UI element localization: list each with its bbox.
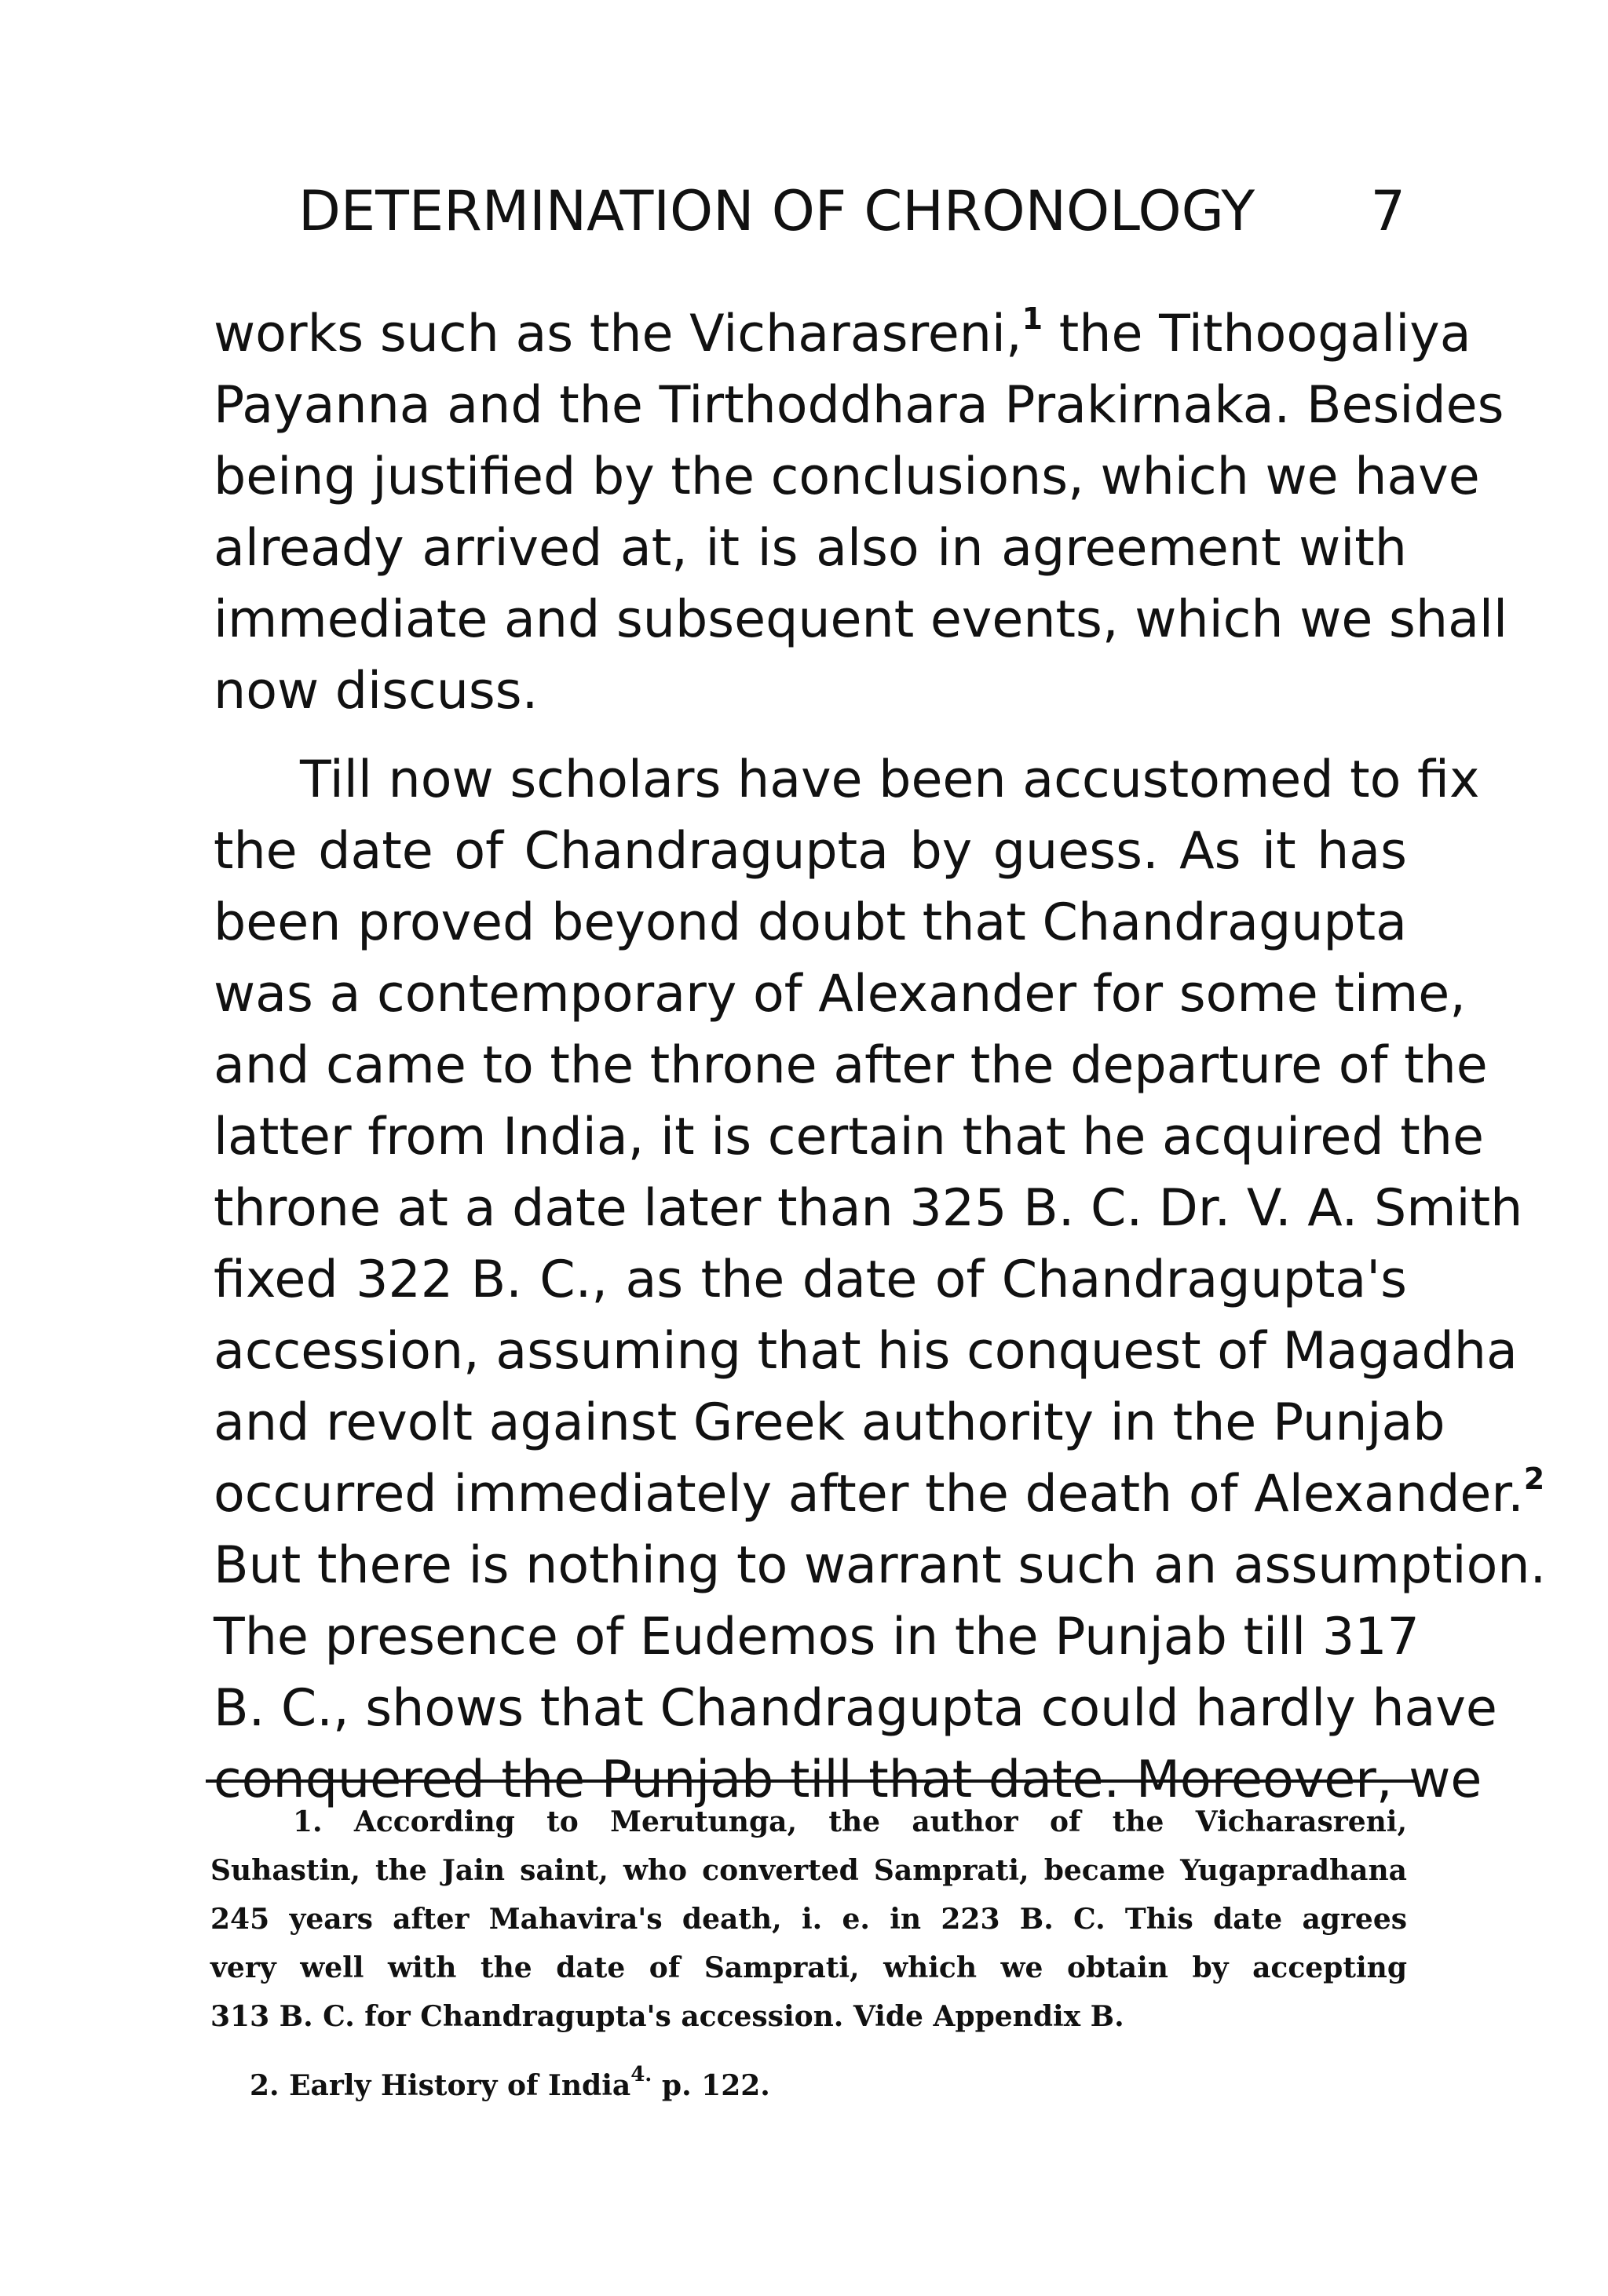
- text-line: been proved beyond doubt that Chandragupta: [214, 893, 1407, 952]
- footnote-1: [210, 1798, 1407, 2041]
- text-line: and came to the throne after the departure of the: [214, 1036, 1488, 1095]
- footnote-line: 313 B. C. for Chandragupta's accession. Vide Appendix B.: [210, 2000, 1124, 2033]
- text-line: Payanna and the Tirthoddhara Prakirnaka. Besides: [214, 376, 1504, 435]
- page-header: [298, 179, 1405, 250]
- text-line: works such as the Vicharasreni,$^1$ the Tithoogaliya: [214, 301, 1471, 363]
- text-line: the date of Chandragupta by guess. As it has: [214, 822, 1407, 881]
- footnote-line: 245 years after Mahavira's death, i. e. in 223 B. C. This date agrees: [210, 1903, 1407, 1936]
- footnote-ref-2: 2: [1523, 1462, 1545, 1496]
- body-text: [214, 298, 1547, 1816]
- text-line: was a contemporary of Alexander for some time,: [214, 965, 1466, 1024]
- text-line: fixed 322 B. C., as the date of Chandragupta's: [214, 1250, 1407, 1309]
- page-number: 7: [1370, 179, 1405, 243]
- footnote-ref-1: 1: [1021, 301, 1043, 336]
- text-line: being justified by the conclusions, which we have: [214, 447, 1480, 506]
- text-line: B. C., shows that Chandragupta could hardly have: [214, 1679, 1497, 1738]
- text-line: throne at a date later than 325 B. C. Dr. V. A. Smith: [214, 1179, 1523, 1238]
- text-line: now discuss.: [214, 662, 539, 721]
- text-line: accession, assuming that his conquest of Magadha: [214, 1322, 1518, 1381]
- text-line: The presence of Eudemos in the Punjab till 317: [214, 1608, 1420, 1666]
- text-line: But there is nothing to warrant such an assumption.: [214, 1536, 1547, 1595]
- footnotes: [210, 1798, 1407, 2110]
- text-line: already arrived at, it is also in agreement with: [214, 519, 1407, 578]
- paragraph-1: [214, 298, 1508, 727]
- text-line: and revolt against Greek authority in the Punjab: [214, 1393, 1445, 1452]
- text-line: Till now scholars have been accustomed to fix: [300, 750, 1480, 809]
- paragraph-2: [214, 744, 1547, 1816]
- text-line: immediate and subsequent events, which we shall: [214, 590, 1508, 649]
- footnote-gap: [210, 2041, 1407, 2061]
- footnote-line: Suhastin, the Jain saint, who converted Samprati, became Yugapradhana: [210, 1854, 1407, 1887]
- edition-superscript: 4.: [630, 2063, 652, 2086]
- text-line: conquered the Punjab till that date. Moreover, we: [214, 1750, 1482, 1809]
- paragraph-gap: [214, 727, 1407, 744]
- footnote-line: very well with the date of Samprati, which we obtain by accepting: [210, 1951, 1407, 1984]
- running-title: DETERMINATION OF CHRONOLOGY: [298, 179, 1255, 243]
- text-line: occurred immediately after the death of Alexander.$^2$: [214, 1462, 1545, 1524]
- footnote-line: 1. According to Merutunga, the author of the Vicharasreni,: [293, 1805, 1407, 1838]
- footnote-divider: [206, 1779, 1415, 1783]
- text-line: latter from India, it is certain that he acquired the: [214, 1108, 1484, 1166]
- footnote-2: 2. Early History of India$^{4.}$ p. 122.: [250, 2063, 770, 2102]
